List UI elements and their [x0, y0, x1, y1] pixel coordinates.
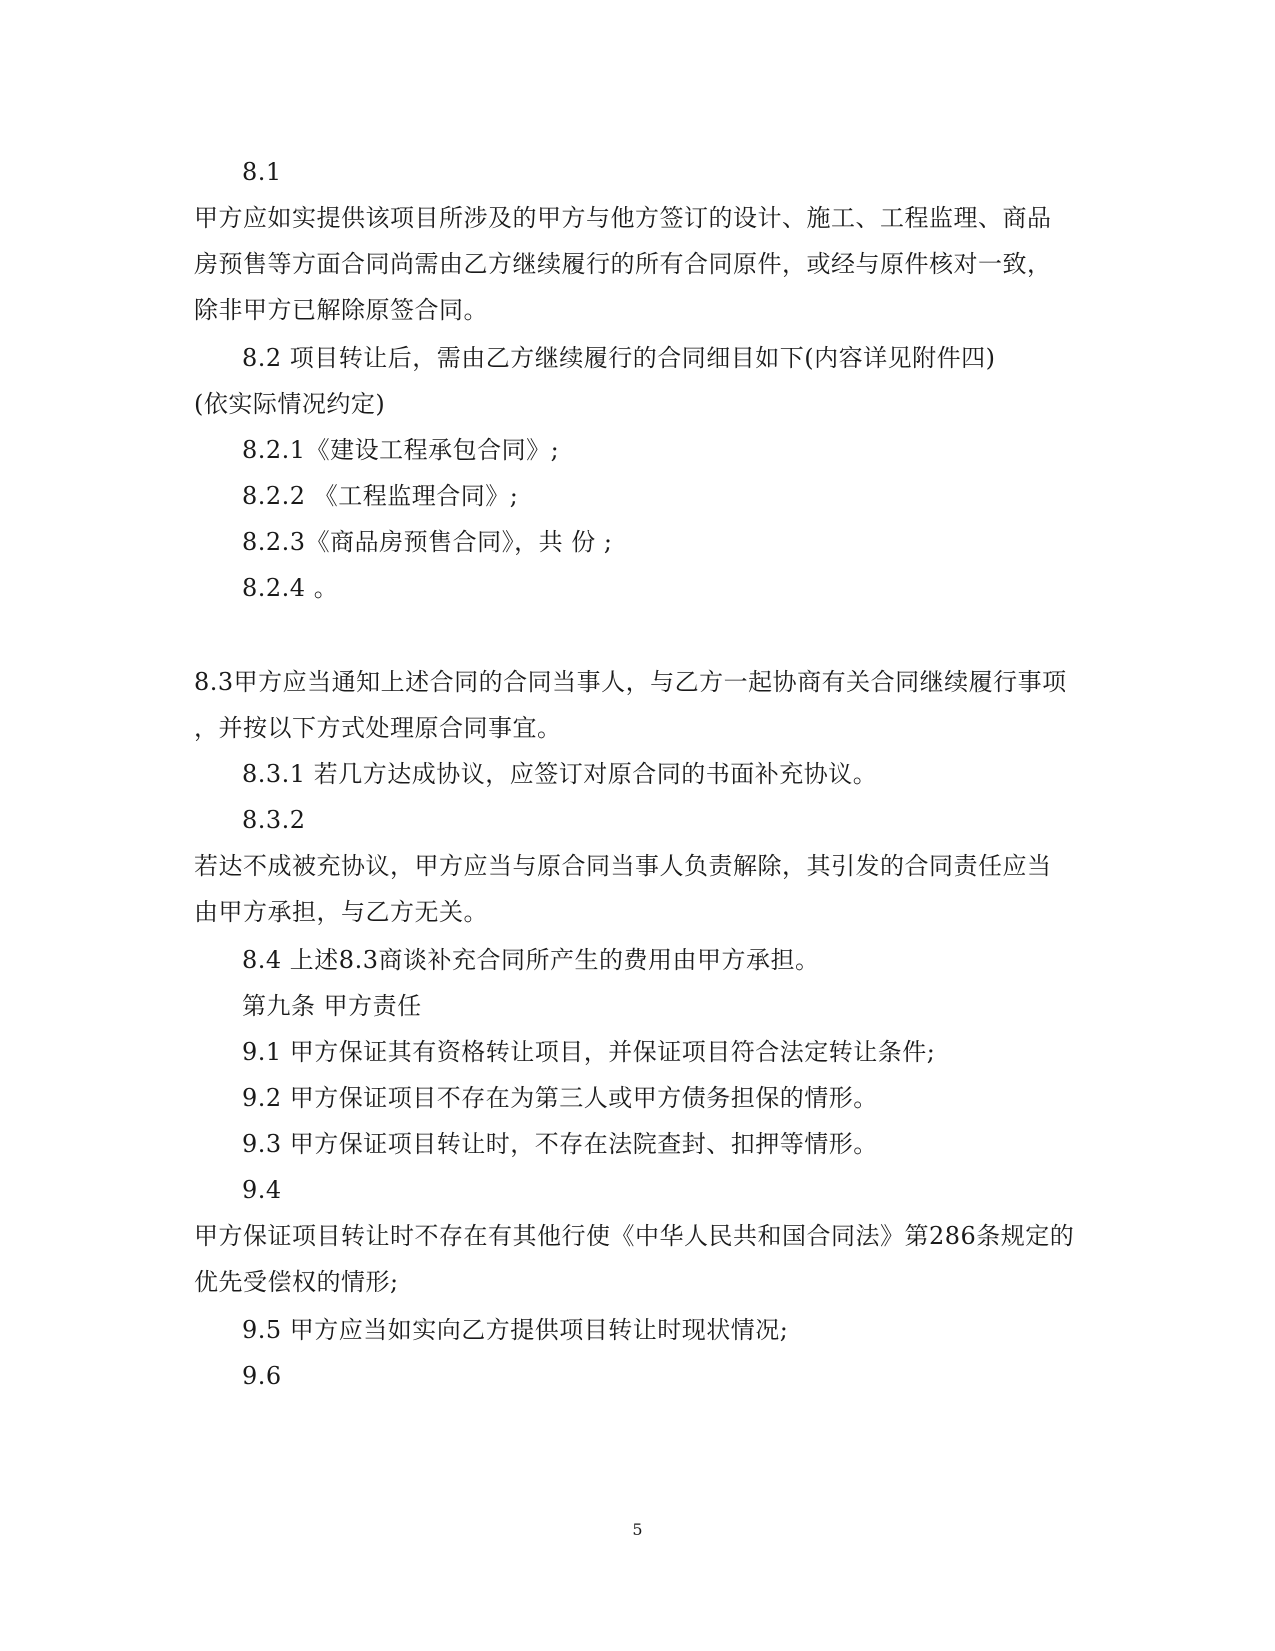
clause-9-5: 9.5 甲方应当如实向乙方提供项目转让时现状情况;: [242, 1316, 789, 1344]
clause-9-4-number: 9.4: [242, 1176, 282, 1204]
clause-8-3-2-text-line: 若达不成被充协议，甲方应当与原合同当事人负责解除，其引发的合同责任应当: [194, 852, 1052, 880]
clause-8-3-text-line: ，并按以下方式处理原合同事宜。: [194, 714, 562, 742]
clause-8-2-2: 8.2.2 《工程监理合同》;: [242, 482, 519, 510]
clause-8-1-text-line: 除非甲方已解除原签合同。: [194, 296, 488, 324]
clause-9-3: 9.3 甲方保证项目转让时，不存在法院查封、扣押等情形。: [242, 1130, 878, 1158]
page-number: 5: [632, 1520, 643, 1539]
clause-9-4-text-line: 优先受偿权的情形;: [194, 1268, 399, 1296]
clause-9-1: 9.1 甲方保证其有资格转让项目，并保证项目符合法定转让条件;: [242, 1038, 936, 1066]
clause-8-2-4: 8.2.4 。: [242, 574, 339, 602]
clause-9-2: 9.2 甲方保证项目不存在为第三人或甲方债务担保的情形。: [242, 1084, 878, 1112]
clause-8-2-note: (依实际情况约定): [194, 390, 386, 418]
clause-8-1-number: 8.1: [242, 158, 282, 186]
clause-8-3-2-text-line: 由甲方承担，与乙方无关。: [194, 898, 488, 926]
clause-9-6-number: 9.6: [242, 1362, 282, 1390]
clause-8-3-2-number: 8.3.2: [242, 806, 306, 834]
clause-8-2-3: 8.2.3《商品房预售合同》，共 份 ;: [242, 528, 613, 556]
clause-8-1-text-line: 房预售等方面合同尚需由乙方继续履行的所有合同原件，或经与原件核对一致，: [194, 250, 1052, 278]
clause-8-3-text-line: 8.3甲方应当通知上述合同的合同当事人，与乙方一起协商有关合同继续履行事项: [194, 668, 1067, 696]
clause-8-2: 8.2 项目转让后，需由乙方继续履行的合同细目如下(内容详见附件四): [242, 344, 996, 372]
article-9-heading: 第九条 甲方责任: [242, 992, 422, 1020]
clause-8-1-text-line: 甲方应如实提供该项目所涉及的甲方与他方签订的设计、施工、工程监理、商品: [194, 204, 1052, 232]
clause-8-3-1: 8.3.1 若几方达成协议，应签订对原合同的书面补充协议。: [242, 760, 878, 788]
clause-8-4: 8.4 上述8.3商谈补充合同所产生的费用由甲方承担。: [242, 946, 820, 974]
clause-9-4-text-line: 甲方保证项目转让时不存在有其他行使《中华人民共和国合同法》第286条规定的: [194, 1222, 1075, 1250]
clause-8-2-1: 8.2.1《建设工程承包合同》;: [242, 436, 560, 464]
